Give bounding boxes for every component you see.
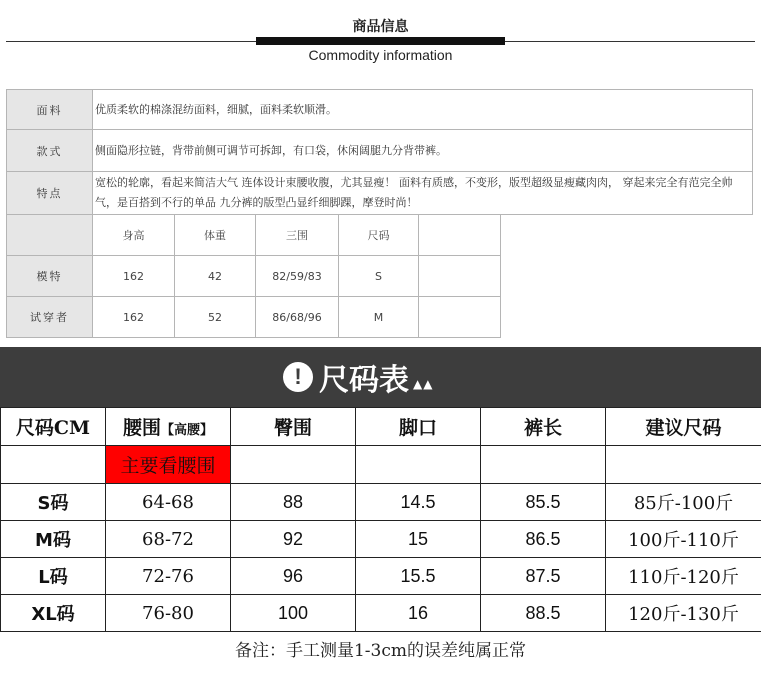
info-row-style bbox=[7, 130, 753, 172]
size-header-note: 【高腰】 bbox=[161, 423, 214, 438]
empty-cell bbox=[419, 215, 501, 256]
measure-value: 162 bbox=[93, 297, 175, 338]
banner-title: 尺码表 bbox=[319, 363, 409, 398]
measure-label: 试穿者 bbox=[7, 297, 93, 338]
info-label: 款式 bbox=[7, 130, 93, 172]
empty-cell bbox=[356, 446, 481, 484]
size-chart-table bbox=[0, 407, 761, 632]
empty-cell bbox=[501, 215, 753, 256]
size-label: M码 bbox=[1, 521, 106, 558]
header-accent-bar bbox=[256, 37, 505, 45]
size-subheader-row bbox=[1, 446, 761, 484]
measure-value: 52 bbox=[175, 297, 256, 338]
empty-cell bbox=[501, 256, 753, 297]
measurement-note: 备注：手工测量1-3cm的误差纯属正常 bbox=[234, 641, 527, 661]
info-value: 侧面隐形拉链，背带前侧可调节可拆卸，有口袋，休闲阔腿九分背带裤。 bbox=[93, 130, 753, 172]
info-row-features bbox=[7, 172, 753, 215]
measure-value: 86/68/96 bbox=[256, 297, 339, 338]
size-header: 尺码CM bbox=[1, 408, 106, 446]
measure-value: M bbox=[339, 297, 419, 338]
size-header-waist bbox=[106, 408, 231, 446]
measure-header: 尺码 bbox=[339, 215, 419, 256]
hem-value: 14.5 bbox=[356, 484, 481, 521]
size-header: 臀围 bbox=[231, 408, 356, 446]
waist-value: 76-80 bbox=[106, 595, 231, 632]
recommend-value: 85斤-100斤 bbox=[606, 484, 761, 521]
measure-header: 三围 bbox=[256, 215, 339, 256]
measure-value: 82/59/83 bbox=[256, 256, 339, 297]
size-label: L码 bbox=[1, 558, 106, 595]
info-label: 特点 bbox=[7, 172, 93, 215]
size-header: 脚口 bbox=[356, 408, 481, 446]
recommend-value: 100斤-110斤 bbox=[606, 521, 761, 558]
info-label: 面料 bbox=[7, 90, 93, 130]
hip-value: 88 bbox=[231, 484, 356, 521]
waist-value: 64-68 bbox=[106, 484, 231, 521]
info-row-fabric bbox=[7, 90, 753, 130]
hip-value: 96 bbox=[231, 558, 356, 595]
length-value: 87.5 bbox=[481, 558, 606, 595]
measure-header: 身高 bbox=[93, 215, 175, 256]
length-value: 88.5 bbox=[481, 595, 606, 632]
empty-cell bbox=[419, 256, 501, 297]
hem-value: 15.5 bbox=[356, 558, 481, 595]
empty-cell bbox=[1, 446, 106, 484]
info-value: 优质柔软的棉涤混纺面料，细腻，面料柔软顺滑。 bbox=[93, 90, 753, 130]
recommend-value: 110斤-120斤 bbox=[606, 558, 761, 595]
hip-value: 92 bbox=[231, 521, 356, 558]
exclamation-icon: ! bbox=[283, 362, 313, 392]
empty-cell bbox=[481, 446, 606, 484]
size-header-row bbox=[1, 408, 761, 446]
measure-value: 42 bbox=[175, 256, 256, 297]
size-row bbox=[1, 521, 761, 558]
measure-value: 162 bbox=[93, 256, 175, 297]
length-value: 86.5 bbox=[481, 521, 606, 558]
section-subtitle: Commodity information bbox=[308, 47, 453, 63]
section-title: 商品信息 bbox=[352, 19, 409, 35]
hem-value: 15 bbox=[356, 521, 481, 558]
waist-value: 68-72 bbox=[106, 521, 231, 558]
size-row bbox=[1, 595, 761, 632]
size-header: 建议尺码 bbox=[606, 408, 761, 446]
size-row bbox=[1, 484, 761, 521]
empty-cell bbox=[419, 297, 501, 338]
measure-row-tester bbox=[7, 297, 753, 338]
empty-cell bbox=[606, 446, 761, 484]
size-header: 裤长 bbox=[481, 408, 606, 446]
product-info-table bbox=[6, 89, 753, 338]
measure-header-row bbox=[7, 215, 753, 256]
hem-value: 16 bbox=[356, 595, 481, 632]
empty-cell bbox=[231, 446, 356, 484]
waist-highlight: 主要看腰围 bbox=[106, 446, 231, 484]
size-row bbox=[1, 558, 761, 595]
measure-header: 体重 bbox=[175, 215, 256, 256]
recommend-value: 120斤-130斤 bbox=[606, 595, 761, 632]
measure-row-model bbox=[7, 256, 753, 297]
triangle-icon: ▲▲ bbox=[413, 377, 434, 391]
length-value: 85.5 bbox=[481, 484, 606, 521]
size-label: S码 bbox=[1, 484, 106, 521]
measure-label: 模特 bbox=[7, 256, 93, 297]
size-chart-banner bbox=[0, 347, 761, 407]
size-label: XL码 bbox=[1, 595, 106, 632]
size-header: 腰围 bbox=[122, 417, 161, 439]
hip-value: 100 bbox=[231, 595, 356, 632]
waist-value: 72-76 bbox=[106, 558, 231, 595]
measure-value: S bbox=[339, 256, 419, 297]
empty-cell bbox=[501, 297, 753, 338]
info-value: 宽松的轮廓，看起来简洁大气 连体设计束腰收腹，尤其显瘦！ 面料有质感，不变形，版型超级显瘦藏肉肉， 穿起来完全有范完全帅气，是百搭到不行的单品 九分裤的版型凸显纤细脚踝，摩登时尚！ bbox=[93, 172, 753, 215]
empty-cell bbox=[7, 215, 93, 256]
